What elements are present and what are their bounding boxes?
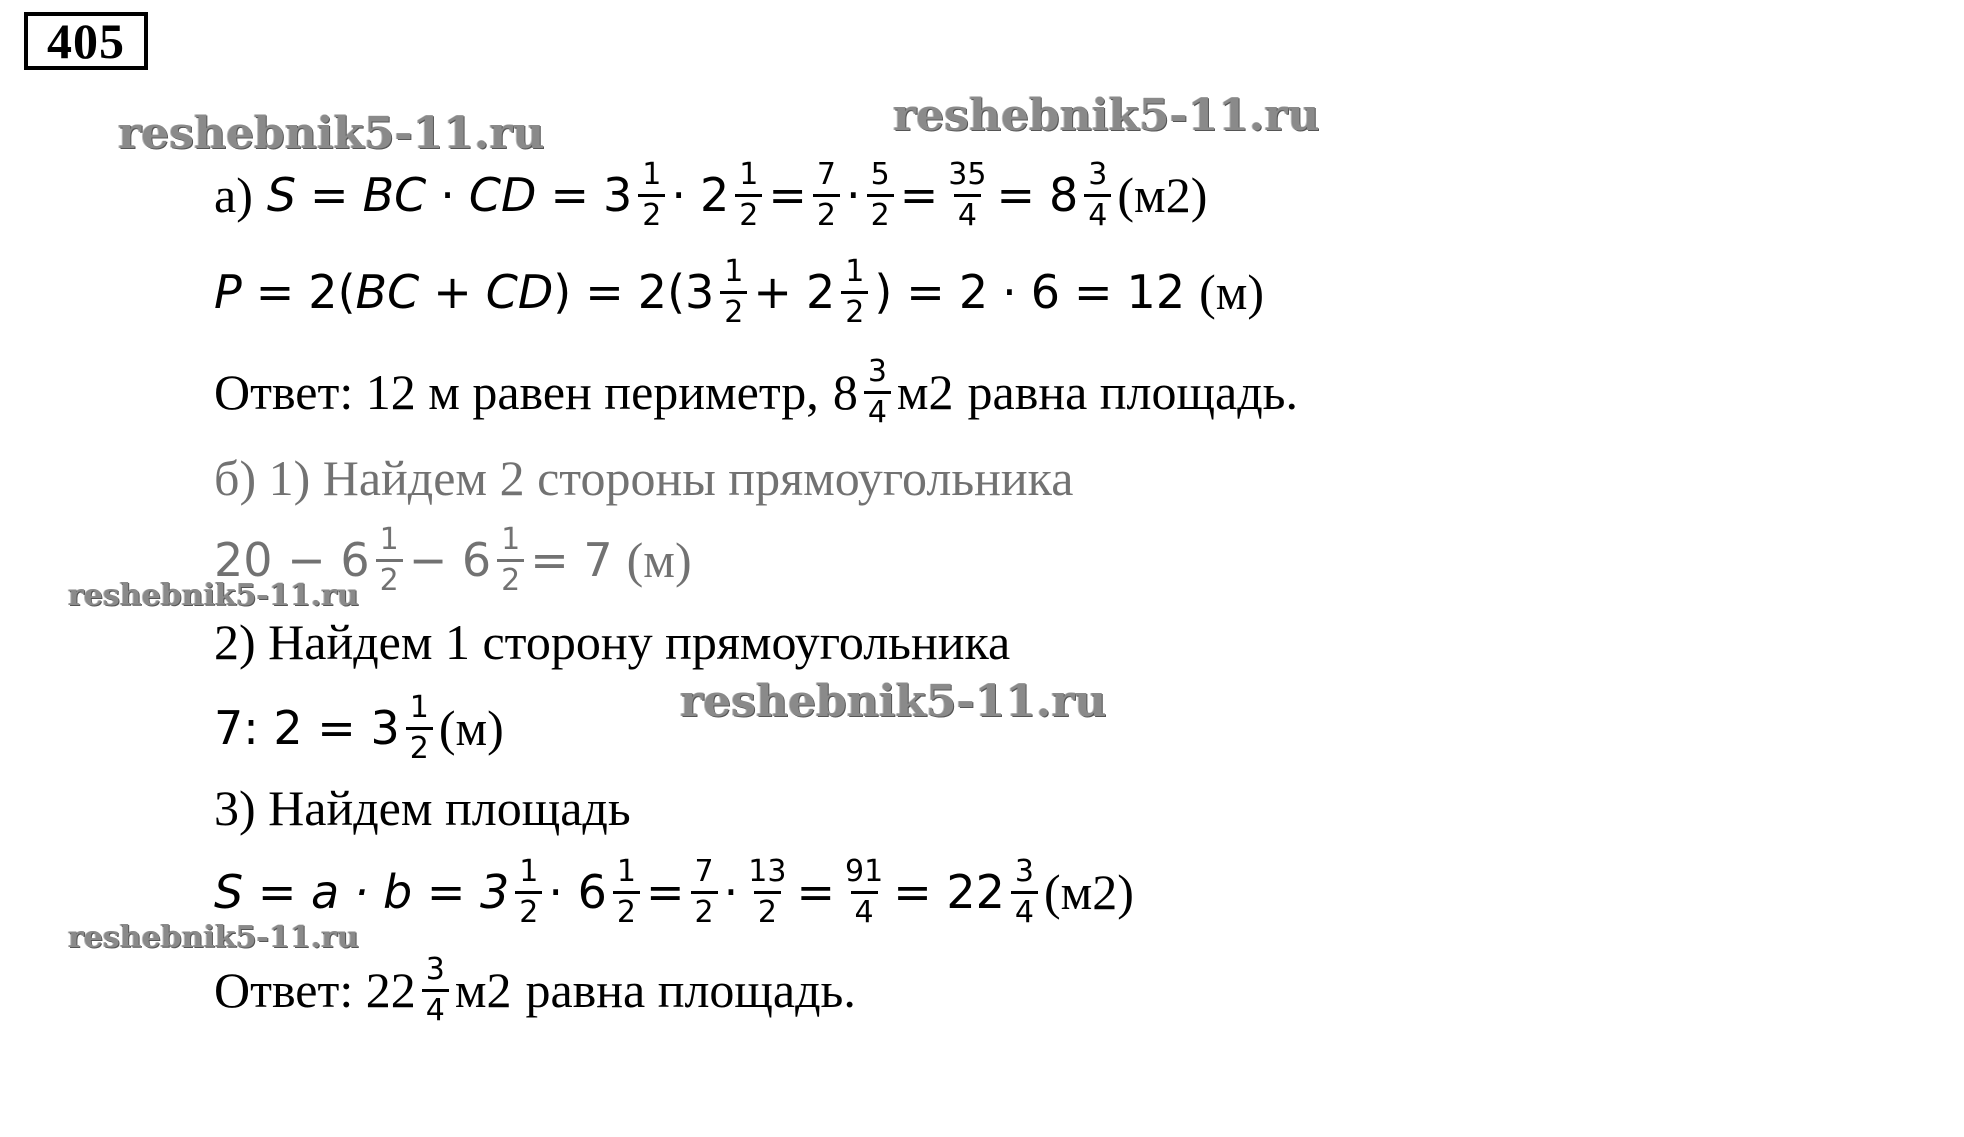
fraction: $\frac{35}{4}$ [948, 156, 987, 233]
fraction: $\frac{1}{2}$ [638, 160, 665, 231]
watermark: reshebnik5-11.ru [68, 578, 359, 613]
fraction: $\frac{1}{2}$ [497, 525, 524, 596]
fraction: $\frac{3}{4}$ [864, 357, 891, 428]
problem-number: 405 [24, 12, 148, 70]
step3-title-b: 3) Найдем площадь [214, 780, 631, 836]
answer-b: Ответ: 22 $\frac{3}{4}$ м 2 равна площадь. [214, 951, 856, 1028]
fraction: $\frac{1}{2}$ [376, 525, 403, 596]
fraction: $\frac{1}{2}$ [841, 257, 868, 328]
fraction: $\frac{7}{2}$ [691, 857, 718, 928]
area-formula-b: S = a · b = 3 $\frac{1}{2}$ · 6 $\frac{1}{2}$ = $\frac{7}{2}$ · $\frac{13}{2}$ = $\frac{91}{4}$ = 22 $\frac{3}{4}$ (м 2 ) [214, 853, 1134, 930]
fraction: $\frac{3}{4}$ [422, 955, 449, 1026]
fraction: $\frac{1}{2}$ [613, 857, 640, 928]
answer-a: Ответ: 12 м равен периметр, 8 $\frac{3}{4}$ м 2 равна площадь. [214, 353, 1298, 430]
watermark: reshebnik5-11.ru [68, 920, 359, 955]
step1-title-b: б) 1) Найдем 2 стороны прямоугольника [214, 450, 1074, 506]
step2-title-b: 2) Найдем 1 сторону прямоугольника [214, 614, 1011, 670]
step1-formula-b: 20 − 6 $\frac{1}{2}$ − 6 $\frac{1}{2}$ = 7 (м) [214, 521, 692, 598]
fraction: $\frac{1}{2}$ [735, 160, 762, 231]
step2-formula-b: 7: 2 = 3 $\frac{1}{2}$ (м) [214, 689, 504, 766]
fraction: $\frac{3}{4}$ [1084, 160, 1111, 231]
area-formula-a: а) S = BC · CD = 3 $\frac{1}{2}$ · 2 $\frac{1}{2}$ = $\frac{7}{2}$ · $\frac{5}{2}$ = $\frac{35}{4}$ = 8 $\frac{3}{4}$ (м 2 ) [214, 156, 1208, 233]
perimeter-formula-a: P = 2( BC + CD ) = 2( 3 $\frac{1}{2}$ + 2 $\frac{1}{2}$ ) = 2 · 6 = 12 (м) [214, 253, 1265, 330]
fraction: $\frac{91}{4}$ [845, 853, 884, 930]
fraction: $\frac{1}{2}$ [406, 693, 433, 764]
fraction: $\frac{7}{2}$ [813, 160, 840, 231]
fraction: $\frac{13}{2}$ [748, 853, 787, 930]
fraction: $\frac{1}{2}$ [515, 857, 542, 928]
fraction: $\frac{3}{4}$ [1011, 857, 1038, 928]
watermark: reshebnik5-11.ru [118, 108, 545, 159]
watermark: reshebnik5-11.ru [680, 676, 1107, 727]
watermark: reshebnik5-11.ru [893, 90, 1320, 141]
fraction: $\frac{1}{2}$ [720, 257, 747, 328]
fraction: $\frac{5}{2}$ [867, 160, 894, 231]
